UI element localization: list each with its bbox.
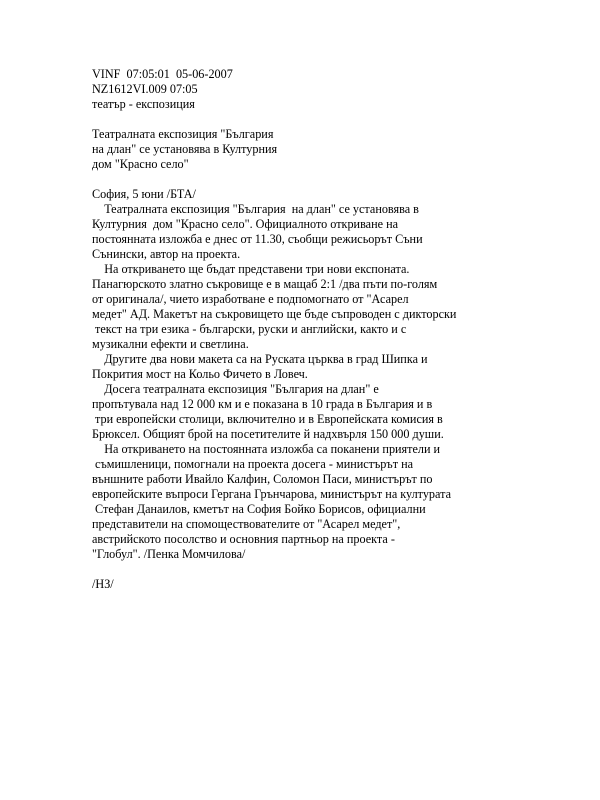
body-line: Досега театралната експозиция "България на длан" е: [92, 382, 379, 396]
header-datetime-line: VINF 07:05:01 05-06-2007: [92, 67, 233, 81]
body-line: съмишленици, помогнали на проекта досега - министърът на: [92, 457, 414, 471]
body-line: Културния дом "Красно село". Официалното откриване на: [92, 217, 398, 231]
body-line: Сънински, автор на проекта.: [92, 247, 241, 261]
body-line: Брюксел. Общият брой на посетителите й надхвърля 150 000 души.: [92, 427, 444, 441]
body-line: На откриването на постоянната изложба са поканени приятели и: [92, 442, 441, 456]
headline-line: Театралната експозиция "България: [92, 127, 274, 141]
body-line: представители на спомоществователите от "Асарел медет",: [92, 517, 401, 531]
body-line: медет" АД. Макетът на съкровището ще бъде съпроводен с дикторски: [92, 307, 457, 321]
body-line: музикални ефекти и светлина.: [92, 337, 249, 351]
footer-signoff: /НЗ/: [92, 577, 114, 591]
header-code-line: NZ1612VI.009 07:05: [92, 82, 198, 96]
headline-line: дом "Красно село": [92, 157, 189, 171]
body-line: европейските въпроси Гергана Грънчарова, министърът на културата: [92, 487, 451, 501]
headline-line: на длан" се установява в Културния: [92, 142, 278, 156]
header-category-line: театър - експозиция: [92, 97, 195, 111]
body-line: три европейски столици, включително и в Европейската комисия в: [92, 412, 443, 426]
body-line: На откриването ще бъдат представени три нови експоната.: [92, 262, 410, 276]
body-line: текст на три езика - български, руски и английски, както и с: [92, 322, 407, 336]
body-line: Другите два нови макета са на Руската църква в град Шипка и: [92, 352, 428, 366]
body-line: от оригинала/, чието изработване е подпомогнато от "Асарел: [92, 292, 409, 306]
body-line: "Глобул". /Пенка Момчилова/: [92, 547, 246, 561]
body-line: постоянната изложба е днес от 11.30, съобщи режисьорът Съни: [92, 232, 423, 246]
body-line: външните работи Ивайло Калфин, Соломон Паси, министърът по: [92, 472, 433, 486]
body-line: Покрития мост на Кольо Фичето в Ловеч.: [92, 367, 308, 381]
body-line: пропътувала над 12 000 км и е показана в 10 града в България и в: [92, 397, 433, 411]
body-line: Театралната експозиция "България на длан" се установява в: [92, 202, 419, 216]
body-line: австрийското посолство и основния партньор на проекта -: [92, 532, 395, 546]
body-line: Стефан Данаилов, кметът на София Бойко Борисов, официални: [92, 502, 426, 516]
dateline: София, 5 юни /БТА/: [92, 187, 196, 201]
body-line: Панагюрското златно съкровище е в мащаб 2:1 /два пъти по-голям: [92, 277, 438, 291]
